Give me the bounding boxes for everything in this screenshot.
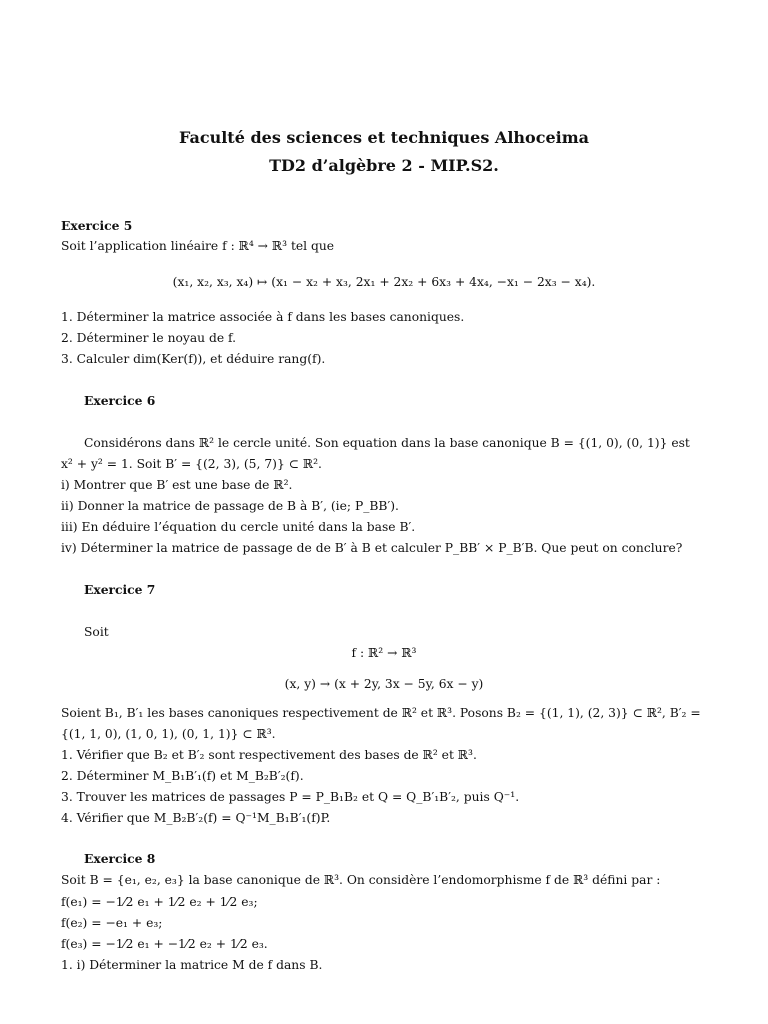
header-course: TD2 d’algèbre 2 - MIP.S2. bbox=[269, 156, 499, 175]
exercise-8-line2: f(e₂) = −e₁ + e₃; bbox=[61, 916, 163, 930]
exercise-8-line3: f(e₃) = −1⁄2 e₁ + −1⁄2 e₂ + 1⁄2 e₃. bbox=[61, 937, 268, 951]
exercise-7-q3: 3. Trouver les matrices de passages P = P_B₁B₂ et Q = Q_B′₁B′₂, puis Q⁻¹. bbox=[61, 790, 520, 804]
exercise-7-soit: Soit bbox=[84, 625, 109, 639]
exercise-5-intro: Soit l’application linéaire f : ℝ⁴ → ℝ³ tel que bbox=[61, 239, 335, 253]
exercise-6-p2: x² + y² = 1. Soit B′ = {(2, 3), (5, 7)} ⊂ ℝ². bbox=[61, 457, 322, 471]
exercise-5-title: Exercice 5 bbox=[61, 218, 133, 233]
exercise-5-q1: 1. Déterminer la matrice associée à f dans les bases canoniques. bbox=[61, 310, 465, 324]
exercise-8-title: Exercice 8 bbox=[84, 851, 156, 866]
exercise-6-p1: Considérons dans ℝ² le cercle unité. Son equation dans la base canonique B = {(1, 0), (0, 1)} est bbox=[84, 436, 690, 450]
exercise-8-p1: Soit B = {e₁, e₂, e₃} la base canonique de ℝ³. On considère l’endomorphisme f de ℝ³ défini par : bbox=[61, 873, 661, 887]
exercise-6-q2: ii) Donner la matrice de passage de B à B′, (ie; P_BB′). bbox=[61, 499, 399, 513]
exercise-7-q2: 2. Déterminer M_B₁B′₁(f) et M_B₂B′₂(f). bbox=[61, 769, 304, 783]
header-institution: Faculté des sciences et techniques Alhoceima bbox=[179, 128, 589, 147]
exercise-6-q3: iii) En déduire l’équation du cercle unité dans la base B′. bbox=[61, 520, 416, 534]
exercise-6-title: Exercice 6 bbox=[84, 393, 156, 408]
exercise-7-p2: {(1, 1, 0), (1, 0, 1), (0, 1, 1)} ⊂ ℝ³. bbox=[61, 727, 276, 741]
exercise-7-p1: Soient B₁, B′₁ les bases canoniques respectivement de ℝ² et ℝ³. Posons B₂ = {(1, 1), (2, 3)} ⊂ ℝ², B′₂ = bbox=[61, 706, 701, 720]
exercise-6-q1: i) Montrer que B′ est une base de ℝ². bbox=[61, 478, 293, 492]
exercise-5-q3: 3. Calculer dim(Ker(f)), et déduire rang(f). bbox=[61, 352, 326, 366]
exercise-7-function: f : ℝ² → ℝ³ bbox=[351, 646, 417, 660]
exercise-7-q1: 1. Vérifier que B₂ et B′₂ sont respectivement des bases de ℝ² et ℝ³. bbox=[61, 748, 477, 762]
exercise-7-q4: 4. Vérifier que M_B₂B′₂(f) = Q⁻¹M_B₁B′₁(f)P. bbox=[61, 811, 331, 825]
exercise-8-q1: 1. i) Déterminer la matrice M de f dans B. bbox=[61, 958, 323, 972]
exercise-7-title: Exercice 7 bbox=[84, 582, 156, 597]
exercise-8-line1: f(e₁) = −1⁄2 e₁ + 1⁄2 e₂ + 1⁄2 e₃; bbox=[61, 895, 258, 909]
exercise-7-mapping: (x, y) → (x + 2y, 3x − 5y, 6x − y) bbox=[284, 677, 484, 691]
exercise-6-q4: iv) Déterminer la matrice de passage de de B′ à B et calculer P_BB′ × P_B′B. Que peut on conclure? bbox=[61, 541, 683, 555]
exercise-5-formula: (x₁, x₂, x₃, x₄) ↦ (x₁ − x₂ + x₃, 2x₁ + 2x₂ + 6x₃ + 4x₄, −x₁ − 2x₃ − x₄). bbox=[172, 275, 596, 289]
exercise-5-q2: 2. Déterminer le noyau de f. bbox=[61, 331, 237, 345]
